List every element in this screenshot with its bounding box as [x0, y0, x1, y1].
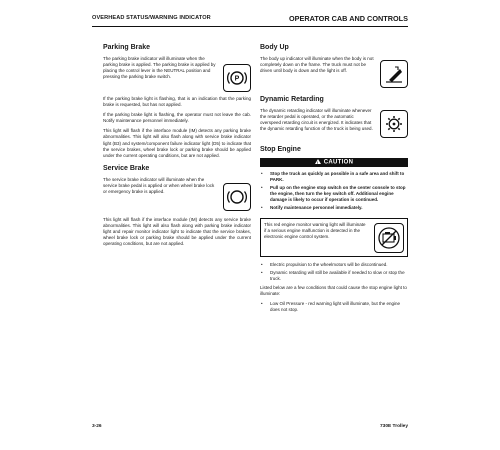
caution-label: CAUTION: [323, 159, 354, 166]
retarder-icon: [380, 110, 408, 138]
parking-brake-intro: The parking brake indicator will illuminate when the parking brake is applied. The parking brake is applied by placing the control lever in the NEUTRAL position and pressing the parking brake switch.: [103, 56, 216, 80]
caution-item: • Stop the truck as quickly as possible in a safe area and shift to PARK.: [260, 171, 408, 183]
page-header: [92, 14, 408, 26]
parking-brake-para-2: If the parking brake light is flashing, the operator must not leave the cab. Notify maintenance personnel immediately.: [103, 112, 251, 124]
body-up-section: [260, 44, 408, 88]
parking-brake-section: [103, 44, 251, 159]
parking-brake-para-1: If the parking brake light is flashing, that is an indication that the parking brake is requested, but has not applied.: [103, 96, 251, 108]
dynamic-retarding-heading: Dynamic Retarding: [260, 96, 324, 103]
parking-brake-icon: [223, 64, 251, 92]
parking-brake-icon-letter: P: [234, 75, 240, 83]
header-rule: [92, 26, 408, 27]
stop-engine-bullet: • Dynamic retarding will still be available if needed to slow or stop the truck.: [260, 270, 408, 282]
stop-engine-conditions: [260, 301, 408, 313]
right-column: [260, 44, 408, 315]
engine-warning-text: This red engine monitor warning light will illuminate if a serious engine malfunction is detected in the electronic engine control system.: [264, 221, 366, 239]
engine-warning-box: [260, 218, 408, 257]
stop-engine-bullet: • Electric propulsion to the wheelmotors will be discontinued.: [260, 262, 408, 268]
footer-model: 730E Trolley: [380, 424, 408, 429]
parking-brake-heading: Parking Brake: [103, 44, 151, 51]
caution-list: [260, 171, 408, 212]
stop-engine-conditions-intro: Listed below are a few conditions that could cause the stop engine light to illuminate:: [260, 284, 407, 296]
service-brake-para-1: This light will flash if the interface module (IM) detects any service brake abnormalities. This light will also flash along with parking brake indicator light and repair monitor indicator light to indicate that the service brakes, wheel brake lock or parking brake should be applied under the current operating conditions, but are not applied.: [103, 216, 251, 247]
stop-engine-section: [260, 146, 408, 313]
dynamic-retarding-section: [260, 96, 408, 138]
header-section-title: OVERHEAD STATUS/WARNING INDICATOR: [92, 15, 211, 21]
service-brake-section: [103, 165, 251, 247]
body-up-intro: The body up indicator will illuminate when the body is not completely down on the frame. The truck must not be driven until body is down and the light is off.: [260, 56, 374, 74]
header-chapter-title: OPERATOR CAB AND CONTROLS: [288, 14, 408, 23]
body-up-heading: Body Up: [260, 44, 289, 51]
caution-banner: [260, 158, 408, 167]
parking-brake-para-3: This light will flash if the interface module (IM) detects any parking brake abnormalities. This light will also flash along with service brake indicator light (B3) and system/component failure indicator light (D5) to indicate that the service brakes, wheel brake lock or parking brake should be applied under the current operating conditions, but are not applied.: [103, 128, 251, 158]
service-brake-icon: [223, 183, 251, 211]
stop-engine-condition: • Low Oil Pressure - red warning light will illuminate, but the engine does not stop.: [260, 301, 408, 313]
left-column: [103, 44, 251, 251]
caution-item: • Pull up on the engine stop switch on the center console to stop the engine, then turn the key switch off. Additional engine damage is likely to occur if operation is continued.: [260, 185, 408, 203]
page-number: 3-26: [92, 424, 102, 429]
body-up-icon: [380, 60, 408, 88]
caution-item: • Notify maintenance personnel immediately.: [260, 205, 408, 211]
stop-engine-icon: [374, 223, 404, 253]
service-brake-intro: The service brake indicator will illuminate when the service brake pedal is applied or when wheel brake lock or emergency brake is applied.: [103, 176, 215, 195]
service-brake-heading: Service Brake: [103, 164, 150, 172]
warning-triangle-icon: [315, 159, 321, 164]
stop-engine-heading: Stop Engine: [260, 146, 301, 153]
stop-engine-bullets: [260, 262, 408, 282]
dynamic-retarding-intro: The dynamic retarding indicator will illuminate whenever the retarder pedal is operated, or the automatic overspeed retarding circuit is energized. It indicates that the dynamic retarding function of the truck is being used.: [260, 108, 373, 132]
